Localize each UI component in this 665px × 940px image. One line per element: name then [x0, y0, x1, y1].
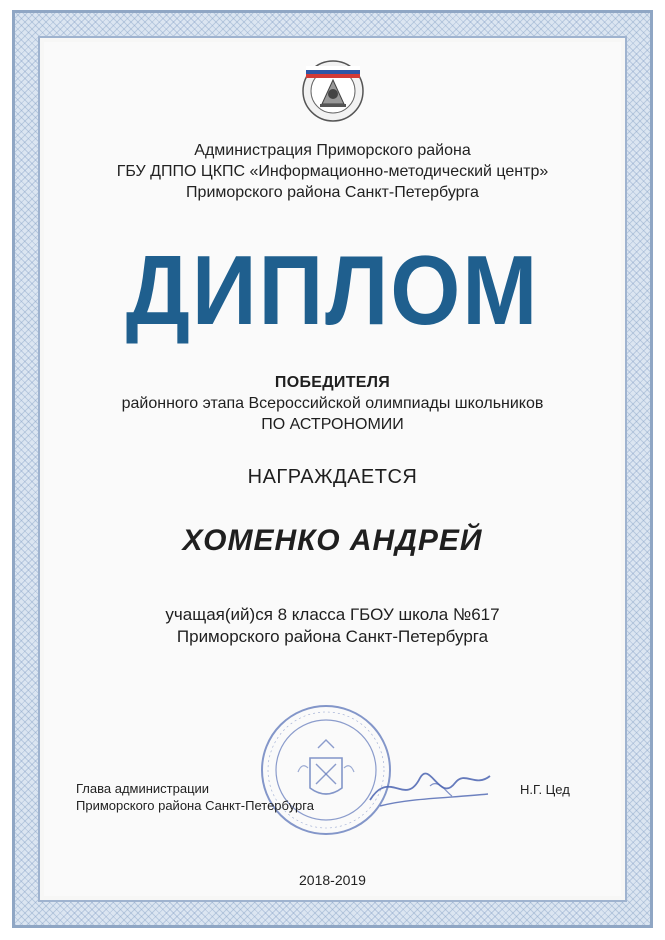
winner-label: ПОБЕДИТЕЛЯ	[274, 374, 391, 391]
student-district: Приморского района Санкт-Петербурга	[176, 627, 489, 646]
signatory-name: Н.Г. Цед	[520, 782, 570, 797]
subject-name: ПО АСТРОНОМИИ	[261, 416, 404, 433]
academic-year: 2018-2019	[299, 872, 366, 888]
handwritten-signature	[360, 748, 500, 818]
header-line-3: Приморского района Санкт-Петербурга	[186, 184, 479, 201]
recipient-name: ХОМЕНКО АНДРЕЙ	[182, 524, 483, 557]
header-line-2: ГБУ ДППО ЦКПС «Информационно-методический центр»	[116, 163, 549, 180]
signatory-position-line-1: Глава администрации	[76, 781, 210, 796]
student-grade-school: учащая(ий)ся 8 класса ГБОУ школа №617	[165, 605, 500, 624]
signatory-position-line-2: Приморского района Санкт-Петербурга	[76, 798, 314, 813]
event-name: районного этапа Всероссийской олимпиады школьников	[121, 395, 544, 412]
awarded-label: НАГРАЖДАЕТСЯ	[247, 466, 418, 488]
olympiad-emblem-icon	[298, 56, 368, 126]
header-line-1: Администрация Приморского района	[194, 142, 471, 159]
signatory-position	[76, 780, 314, 814]
diploma-title: ДИПЛОМ	[125, 235, 540, 345]
